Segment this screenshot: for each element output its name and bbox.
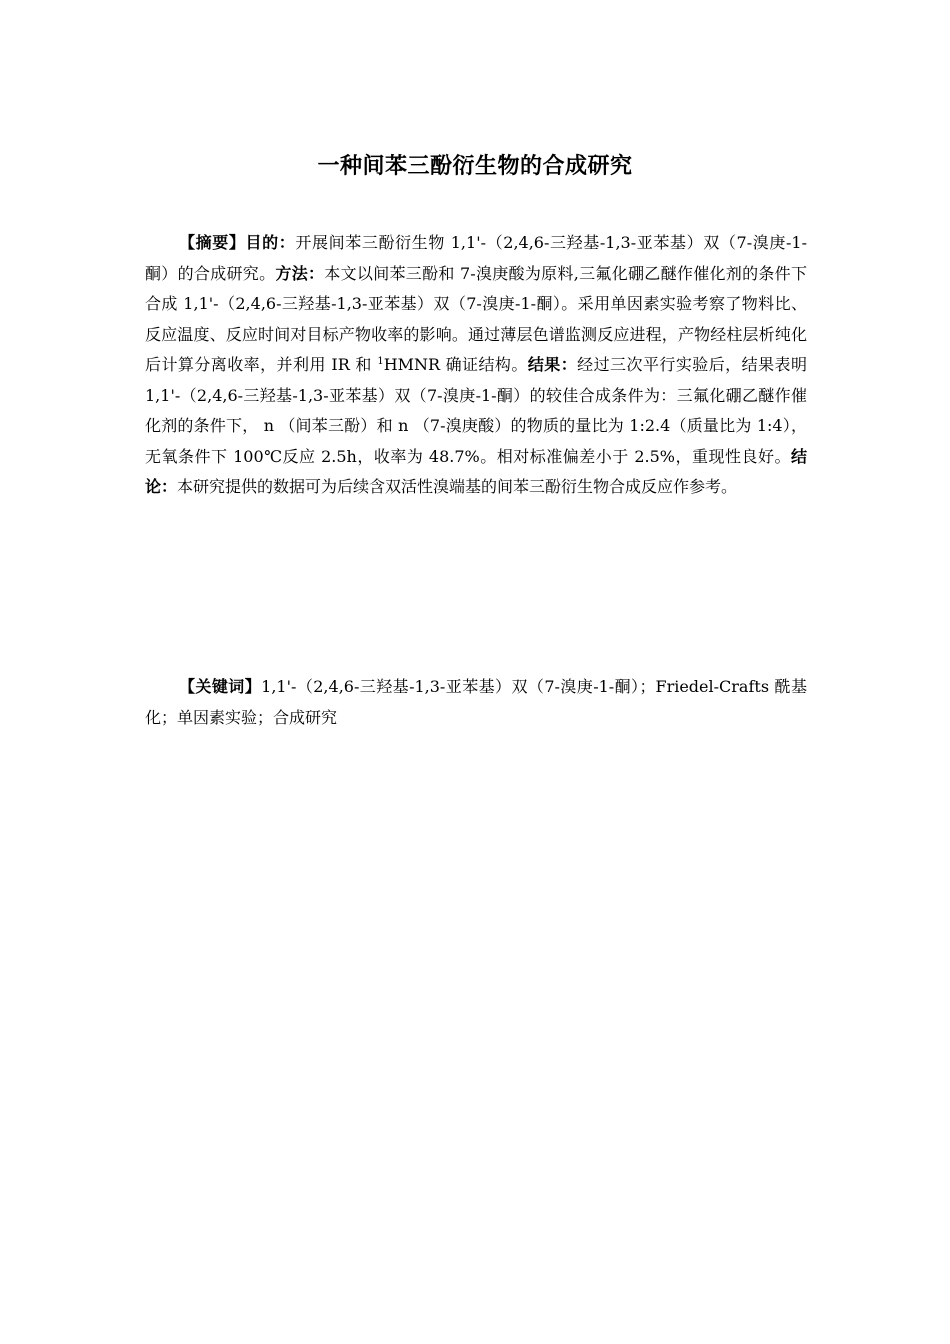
purpose-text: 开展间苯三酚衍生物 1,1'-（2,4,6-三羟基-1,3-亚苯基）双（7-溴庚-1-酮）的合成研究。 [145, 233, 807, 283]
paper-title: 一种间苯三酚衍生物的合成研究 [317, 154, 633, 179]
superscript-one: 1 [377, 356, 384, 367]
method-text-end: HMNR 确证结构。 [383, 355, 528, 374]
abstract-label: 【摘要】 [179, 233, 246, 252]
conclusion-text: 本研究提供的数据可为后续含双活性溴端基的间苯三酚衍生物合成反应作参考。 [177, 477, 738, 496]
conclusion-label: 结论： [145, 446, 807, 496]
method-label: 方法： [275, 263, 325, 283]
method-text: 本文以间苯三酚和 7-溴庚酸为原料,三氟化硼乙醚作催化剂的条件下合成 1,1'-（2,4,6-三羟基-1,3-亚苯基）双（7-溴庚-1-酮）。采用单因素实验考察了物料比、反应温度、反应时间对目标产物收率的影响。通过薄层色谱监测反应进程，产物经柱层析纯化后计算分离收率，并利用 IR 和 [145, 263, 807, 374]
keywords-text: 1,1'-（2,4,6-三羟基-1,3-亚苯基）双（7-溴庚-1-酮）；Friedel-Crafts 酰基化；单因素实验；合成研究 [145, 677, 807, 727]
result-label: 结果： [527, 355, 578, 374]
result-text: 经过三次平行实验后，结果表明 1,1'-（2,4,6-三羟基-1,3-亚苯基）双（7-溴庚-1-酮）的较佳合成条件为：三氟化硼乙醚作催化剂的条件下， n （间苯三酚）和 n （7-溴庚酸）的物质的量比为 1:2.4（质量比为 1:4），无氧条件下 100℃反应 2.5h，收率为 48.7%。相对标准偏差小于 2.5%，重现性良好。 [145, 355, 807, 466]
abstract-paragraph [145, 228, 807, 503]
purpose-label: 目的： [245, 233, 296, 252]
keywords-label: 【关键词】 [179, 677, 262, 696]
keywords-paragraph [145, 672, 807, 733]
